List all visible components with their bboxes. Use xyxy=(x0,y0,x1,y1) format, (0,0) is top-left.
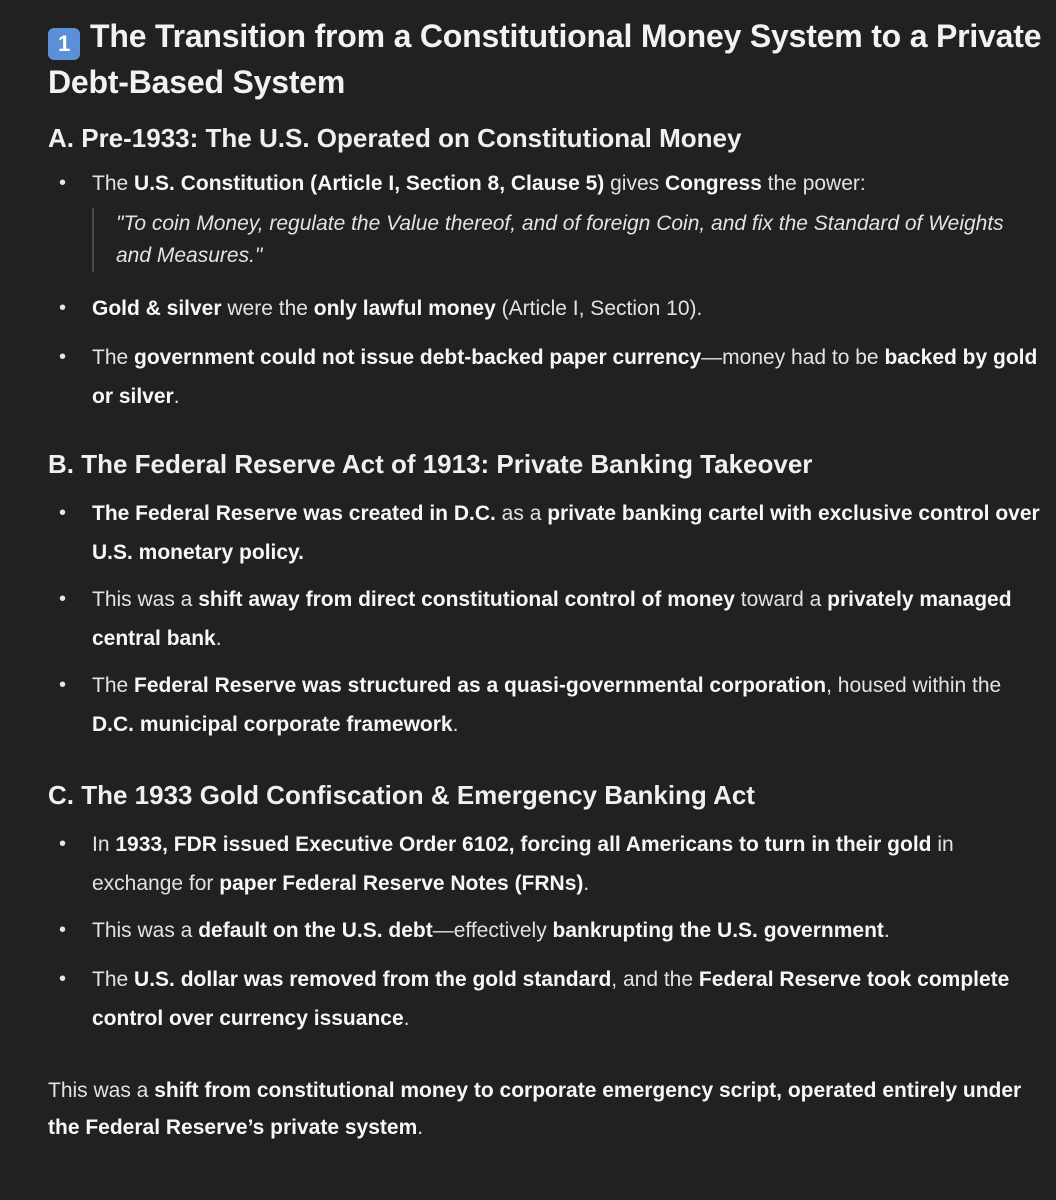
document xyxy=(48,14,1043,1146)
bold-text: The Federal Reserve was created in D.C. xyxy=(92,502,496,525)
text-run: . xyxy=(883,919,890,942)
section-list-b xyxy=(48,494,1043,744)
bold-text: government could not issue debt-backed paper currency xyxy=(134,346,702,369)
text-run: the power: xyxy=(761,172,866,195)
bold-text: bankrupting the U.S. government xyxy=(552,919,884,942)
bullet-icon: • xyxy=(59,346,67,368)
bold-text: U.S. dollar was removed from the gold standard xyxy=(134,968,612,991)
list-item xyxy=(48,960,1043,1038)
text-run: The xyxy=(92,346,135,369)
section-heading-a: A. Pre-1933: The U.S. Operated on Constitutional Money xyxy=(48,123,742,153)
number-one-keycap-icon: 1 xyxy=(48,28,80,60)
text-run: , housed within the xyxy=(826,674,1002,697)
bold-text: backed by gold or silver xyxy=(92,346,1038,408)
bold-text: 1933, FDR issued Executive Order 6102, forcing all Americans to turn in their gold xyxy=(115,833,932,856)
list-item xyxy=(48,580,1043,658)
list-item xyxy=(48,825,1043,903)
text-run: The xyxy=(92,968,135,991)
bold-text: paper Federal Reserve Notes (FRNs) xyxy=(219,872,584,895)
section-heading-c: C. The 1933 Gold Confiscation & Emergency Banking Act xyxy=(48,780,755,810)
bold-text: Federal Reserve took complete control over currency issuance xyxy=(92,968,1010,1030)
section-heading-b: B. The Federal Reserve Act of 1913: Private Banking Takeover xyxy=(48,449,813,479)
bold-text: shift from constitutional money to corporate emergency script, operated entirely under the Federal Reserve’s private system xyxy=(48,1079,1022,1139)
list-item xyxy=(48,494,1043,572)
list-item xyxy=(48,289,1043,328)
section-list-c xyxy=(48,825,1043,1038)
bold-text: private banking cartel with exclusive control over U.S. monetary policy. xyxy=(92,502,1040,564)
text-run: . xyxy=(417,1116,424,1139)
bold-text: default on the U.S. debt xyxy=(198,919,433,942)
text-run: This was a xyxy=(48,1079,155,1102)
text-run: toward a xyxy=(734,588,828,611)
text-run: (Article I, Section 10). xyxy=(495,297,703,320)
text-run: . xyxy=(583,872,590,895)
list-item-text xyxy=(92,919,890,942)
bullet-icon: • xyxy=(59,919,67,941)
bullet-icon: • xyxy=(59,968,67,990)
bold-text: Gold & silver xyxy=(92,297,222,320)
text-run: —effectively xyxy=(432,919,553,942)
list-item xyxy=(48,666,1043,744)
list-item xyxy=(48,164,1043,272)
text-run: In xyxy=(92,833,116,856)
text-run: as a xyxy=(495,502,548,525)
list-item xyxy=(48,338,1043,416)
text-run: . xyxy=(403,1007,410,1030)
bold-text: shift away from direct constitutional control of money xyxy=(198,588,735,611)
text-run: in exchange for xyxy=(92,833,954,895)
text-run: gives xyxy=(604,172,665,195)
bullet-icon: • xyxy=(59,588,67,610)
list-item-text xyxy=(92,674,1001,736)
bold-text: Federal Reserve was structured as a quasi-governmental corporation xyxy=(134,674,827,697)
list-item-text xyxy=(92,172,866,195)
bullet-icon: • xyxy=(59,297,67,319)
closing-paragraph xyxy=(48,1072,1043,1146)
list-item-text xyxy=(92,833,954,895)
bullet-icon: • xyxy=(59,674,67,696)
list-item-text xyxy=(92,297,702,320)
section-list-a xyxy=(48,164,1043,416)
text-run: The xyxy=(92,674,135,697)
blockquote: "To coin Money, regulate the Value thereof, and of foreign Coin, and fix the Standard of Weights and Measures." xyxy=(92,208,1036,272)
text-run: —money had to be xyxy=(701,346,885,369)
text-run: , and the xyxy=(611,968,699,991)
text-run: . xyxy=(173,385,180,408)
text-run: This was a xyxy=(92,919,199,942)
bold-text: D.C. municipal corporate framework xyxy=(92,713,453,736)
list-item xyxy=(48,911,1043,950)
page-title-text: The Transition from a Constitutional Money System to a Private Debt-Based System xyxy=(48,18,1042,100)
text-run: . xyxy=(452,713,459,736)
text-run: were the xyxy=(221,297,314,320)
list-item-text xyxy=(92,588,1012,650)
bold-text: only lawful money xyxy=(313,297,496,320)
bold-text: Congress xyxy=(664,172,762,195)
bold-text: privately managed central bank xyxy=(92,588,1012,650)
bold-text: U.S. Constitution (Article I, Section 8, Clause 5) xyxy=(134,172,605,195)
list-item-text xyxy=(92,346,1037,408)
bullet-icon: • xyxy=(59,833,67,855)
page-title xyxy=(48,14,1043,104)
list-item-text xyxy=(92,502,1040,564)
text-run: The xyxy=(92,172,135,195)
text-run: . xyxy=(215,627,222,650)
list-item-text xyxy=(92,968,1009,1030)
bullet-icon: • xyxy=(59,172,67,194)
bullet-icon: • xyxy=(59,502,67,524)
text-run: This was a xyxy=(92,588,199,611)
